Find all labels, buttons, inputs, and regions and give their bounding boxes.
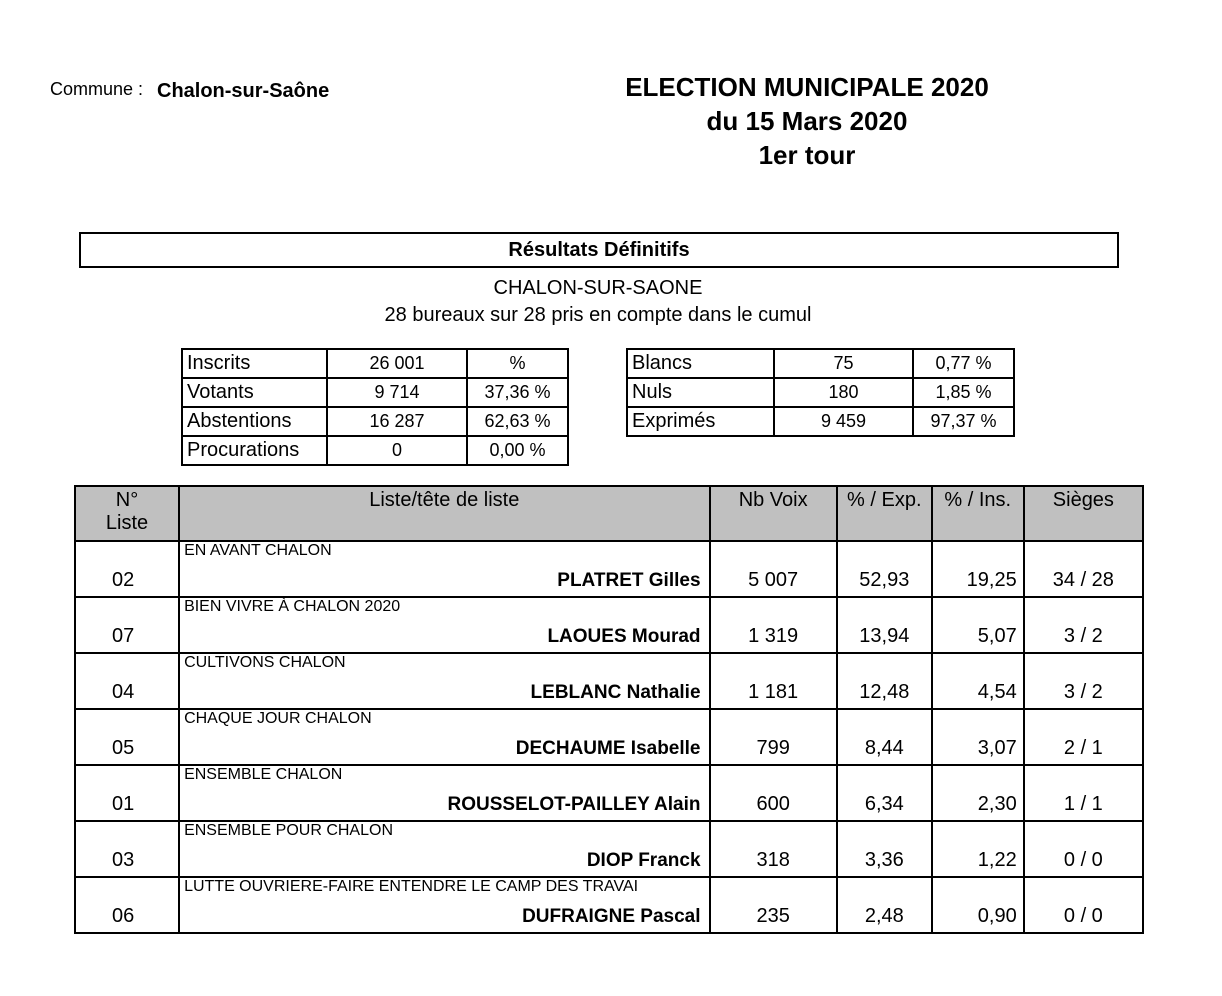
stats-row [627, 407, 1014, 436]
list-cell [179, 709, 709, 765]
stat-label: Votants [182, 378, 327, 407]
stat-percent: 0,00 % [467, 436, 568, 465]
stats-row [182, 378, 568, 407]
seats: 3 / 2 [1024, 653, 1143, 709]
list-name: ENSEMBLE CHALON [184, 766, 343, 783]
stat-percent: 0,77 % [913, 349, 1014, 378]
list-number: 01 [75, 765, 179, 821]
list-number: 06 [75, 877, 179, 933]
results-header-row [75, 486, 1143, 541]
stats-row [182, 407, 568, 436]
list-head-name: ROUSSELOT-PAILLEY Alain [447, 794, 701, 815]
list-head-name: LAOUES Mourad [547, 626, 701, 647]
seats: 0 / 0 [1024, 821, 1143, 877]
list-number: 04 [75, 653, 179, 709]
votes: 318 [710, 821, 837, 877]
list-name: LUTTE OUVRIERE-FAIRE ENTENDRE LE CAMP DES TRAVAI [184, 878, 639, 895]
header-pct-expressed: % / Exp. [837, 486, 932, 541]
list-name: ENSEMBLE POUR CHALON [184, 822, 393, 839]
title-line-3: 1er tour [758, 140, 856, 170]
pct-registered: 4,54 [932, 653, 1024, 709]
votes: 5 007 [710, 541, 837, 597]
table-row [75, 877, 1143, 933]
title-line-2: du 15 Mars 2020 [706, 106, 908, 136]
turnout-table [181, 348, 569, 466]
stat-percent: 1,85 % [913, 378, 1014, 407]
stat-percent: 37,36 % [467, 378, 568, 407]
pct-expressed: 52,93 [837, 541, 932, 597]
list-cell [179, 821, 709, 877]
stat-percent: 97,37 % [913, 407, 1014, 436]
list-name: BIEN VIVRE À CHALON 2020 [184, 598, 401, 615]
votes: 235 [710, 877, 837, 933]
votes: 799 [710, 709, 837, 765]
list-number: 03 [75, 821, 179, 877]
pct-expressed: 6,34 [837, 765, 932, 821]
table-row [75, 653, 1143, 709]
header-pct-registered: % / Ins. [932, 486, 1024, 541]
stat-label: Procurations [182, 436, 327, 465]
title-line-1: ELECTION MUNICIPALE 2020 [625, 72, 989, 102]
header-num-line-1: N° [115, 489, 139, 511]
results-table [74, 485, 1144, 934]
stat-label: Blancs [627, 349, 774, 378]
header-list: Liste/tête de liste [179, 486, 709, 541]
stat-label: Nuls [627, 378, 774, 407]
pct-registered: 2,30 [932, 765, 1024, 821]
list-cell [179, 765, 709, 821]
stat-value: 9 714 [327, 378, 467, 407]
header-seats: Sièges [1024, 486, 1143, 541]
list-head-name: LEBLANC Nathalie [530, 682, 701, 703]
commune-name: Chalon-sur-Saône [157, 80, 330, 102]
table-row [75, 541, 1143, 597]
votes: 600 [710, 765, 837, 821]
stat-value: 9 459 [774, 407, 913, 436]
stat-value: 16 287 [327, 407, 467, 436]
table-row [75, 597, 1143, 653]
stat-label: Exprimés [627, 407, 774, 436]
list-cell [179, 653, 709, 709]
stats-row [182, 436, 568, 465]
pct-expressed: 12,48 [837, 653, 932, 709]
votes: 1 319 [710, 597, 837, 653]
stat-value: 180 [774, 378, 913, 407]
stat-label: Inscrits [182, 349, 327, 378]
list-cell [179, 877, 709, 933]
stats-row [182, 349, 568, 378]
stats-row [627, 349, 1014, 378]
list-name: CHAQUE JOUR CHALON [184, 710, 372, 727]
stat-value: 26 001 [327, 349, 467, 378]
list-number: 05 [75, 709, 179, 765]
list-head-name: DUFRAIGNE Pascal [522, 906, 701, 927]
table-row [75, 709, 1143, 765]
pct-registered: 19,25 [932, 541, 1024, 597]
commune-label: Commune : [50, 79, 144, 99]
list-head-name: PLATRET Gilles [557, 570, 701, 591]
pct-expressed: 2,48 [837, 877, 932, 933]
stats-row [627, 378, 1014, 407]
pct-registered: 0,90 [932, 877, 1024, 933]
seats: 0 / 0 [1024, 877, 1143, 933]
stat-value: 75 [774, 349, 913, 378]
ballot-table [626, 348, 1015, 437]
stat-label: Abstentions [182, 407, 327, 436]
stat-value: 0 [327, 436, 467, 465]
list-name: EN AVANT CHALON [184, 542, 332, 559]
list-name: CULTIVONS CHALON [184, 654, 346, 671]
seats: 1 / 1 [1024, 765, 1143, 821]
votes: 1 181 [710, 653, 837, 709]
pct-registered: 5,07 [932, 597, 1024, 653]
table-row [75, 765, 1143, 821]
bureaux-count: 28 bureaux sur 28 pris en compte dans le cumul [384, 304, 812, 326]
list-head-name: DIOP Franck [586, 850, 701, 871]
list-number: 07 [75, 597, 179, 653]
pct-registered: 3,07 [932, 709, 1024, 765]
seats: 34 / 28 [1024, 541, 1143, 597]
seats: 2 / 1 [1024, 709, 1143, 765]
city-name: CHALON-SUR-SAONE [493, 277, 703, 299]
pct-expressed: 3,36 [837, 821, 932, 877]
stat-percent: 62,63 % [467, 407, 568, 436]
pct-expressed: 13,94 [837, 597, 932, 653]
header-votes: Nb Voix [710, 486, 837, 541]
stat-percent: % [467, 349, 568, 378]
header-num-line-2: Liste [105, 512, 149, 534]
pct-registered: 1,22 [932, 821, 1024, 877]
table-row [75, 821, 1143, 877]
list-number: 02 [75, 541, 179, 597]
pct-expressed: 8,44 [837, 709, 932, 765]
header-list-number [75, 486, 179, 541]
results-heading: Résultats Définitifs [79, 232, 1119, 268]
list-cell [179, 541, 709, 597]
seats: 3 / 2 [1024, 597, 1143, 653]
election-title [560, 70, 1054, 172]
list-cell [179, 597, 709, 653]
list-head-name: DECHAUME Isabelle [515, 738, 701, 759]
